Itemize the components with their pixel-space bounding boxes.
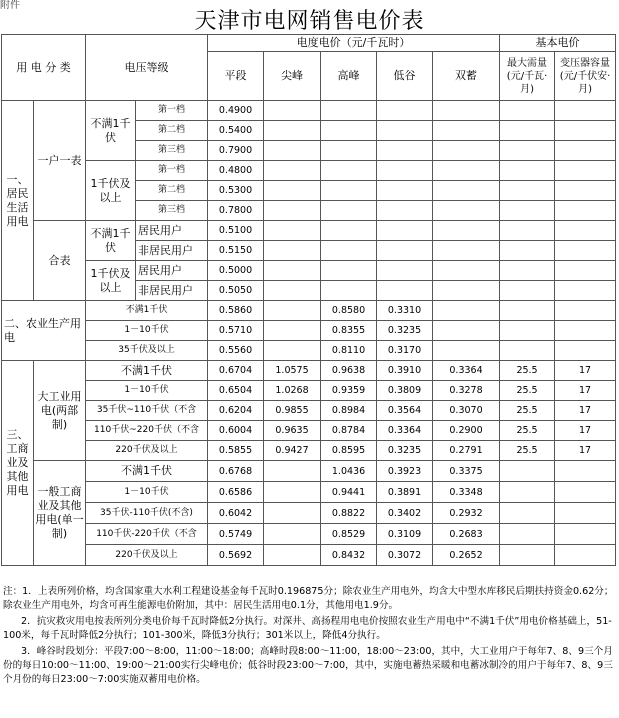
table-cell: 0.3310 bbox=[377, 301, 433, 321]
table-cell: 0.2900 bbox=[433, 421, 500, 441]
table-cell: 0.3072 bbox=[377, 545, 433, 566]
table-cell bbox=[433, 341, 500, 361]
table-cell: 0.9638 bbox=[321, 361, 377, 381]
header-energy-price: 电度电价（元/千瓦时） bbox=[208, 35, 500, 52]
table-cell: 0.5749 bbox=[208, 524, 264, 545]
tier-label: 第三档 bbox=[136, 141, 208, 161]
table-cell: 0.4800 bbox=[208, 161, 264, 181]
table-cell: 0.9427 bbox=[264, 441, 321, 461]
table-cell: 0.9359 bbox=[321, 381, 377, 401]
tier-label: 第一档 bbox=[136, 161, 208, 181]
table-cell: 0.3070 bbox=[433, 401, 500, 421]
table-cell: 0.6004 bbox=[208, 421, 264, 441]
table-cell bbox=[264, 321, 321, 341]
table-cell: 0.5692 bbox=[208, 545, 264, 566]
note-3: 3．峰谷时段划分：平段7:00～8:00，11:00～18:00；高峰时段8:00～11:00，18:00～23:00，其中，大工业用户于每年7、8、9三个月份的每日10:00～11:00、19:00～21:00实行尖峰电价；低谷时段23:00～7:00，其中，实施电蓄热采暖和电蓄冰制冷的用户于每年7、8、9三个月份的每日23:00～7:00实施双蓄用电价格。 bbox=[3, 646, 613, 685]
table-cell: 25.5 bbox=[500, 401, 555, 421]
voltage-label: 不满1千伏 bbox=[86, 361, 208, 381]
table-cell: 0.8529 bbox=[321, 524, 377, 545]
header-voltage: 电压等级 bbox=[86, 35, 208, 101]
table-cell: 0.8355 bbox=[321, 321, 377, 341]
header-category: 用 电 分 类 bbox=[2, 35, 86, 101]
table-cell: 0.3364 bbox=[377, 421, 433, 441]
table-cell: 0.6504 bbox=[208, 381, 264, 401]
tier-label: 第二档 bbox=[136, 121, 208, 141]
table-cell: 0.3564 bbox=[377, 401, 433, 421]
corner-label: 附件 bbox=[0, 0, 20, 11]
table-cell: 0.7800 bbox=[208, 201, 264, 221]
table-cell: 0.5710 bbox=[208, 321, 264, 341]
table-cell: 0.5100 bbox=[208, 221, 264, 241]
table-cell: 0.2932 bbox=[433, 503, 500, 524]
table-cell bbox=[264, 503, 321, 524]
price-table bbox=[1, 34, 616, 566]
table-cell: 25.5 bbox=[500, 441, 555, 461]
voltage-label: 1－10千伏 bbox=[86, 321, 208, 341]
col-transformer: 变压器容量(元/千伏安·月) bbox=[555, 52, 616, 101]
table-cell bbox=[433, 321, 500, 341]
table-cell: 0.4900 bbox=[208, 101, 264, 121]
table-cell: 0.5000 bbox=[208, 261, 264, 281]
table-cell: 0.8784 bbox=[321, 421, 377, 441]
voltage-label: 35千伏及以上 bbox=[86, 341, 208, 361]
table-cell: 0.3170 bbox=[377, 341, 433, 361]
voltage-label: 1－10千伏 bbox=[86, 381, 208, 401]
col-valley: 低谷 bbox=[377, 52, 433, 101]
group-residential: 一、居民生活用电 bbox=[2, 101, 34, 301]
user-type: 非居民用户 bbox=[136, 241, 208, 261]
table-cell: 0.9441 bbox=[321, 482, 377, 503]
table-cell: 0.8110 bbox=[321, 341, 377, 361]
voltage-label: 110千伏~220千伏（不含 bbox=[86, 421, 208, 441]
table-cell bbox=[264, 524, 321, 545]
header-basic-price: 基本电价 bbox=[500, 35, 616, 52]
table-cell: 17 bbox=[555, 361, 616, 381]
table-cell: 1.0575 bbox=[264, 361, 321, 381]
user-type: 非居民用户 bbox=[136, 281, 208, 301]
table-cell bbox=[264, 341, 321, 361]
table-cell: 0.3375 bbox=[433, 461, 500, 482]
table-cell: 0.5300 bbox=[208, 181, 264, 201]
table-cell: 0.5860 bbox=[208, 301, 264, 321]
group-industrial: 三、工商业及其他用电 bbox=[2, 361, 34, 566]
table-cell: 0.9855 bbox=[264, 401, 321, 421]
tier-label: 第二档 bbox=[136, 181, 208, 201]
col-flat: 平段 bbox=[208, 52, 264, 101]
tier-label: 第三档 bbox=[136, 201, 208, 221]
table-cell: 0.5400 bbox=[208, 121, 264, 141]
voltage-label: 110千伏-220千伏（不含 bbox=[86, 524, 208, 545]
table-cell: 17 bbox=[555, 421, 616, 441]
table-cell: 17 bbox=[555, 381, 616, 401]
table-cell bbox=[264, 482, 321, 503]
col-max-demand: 最大需量(元/千瓦·月) bbox=[500, 52, 555, 101]
table-cell bbox=[264, 301, 321, 321]
table-cell: 0.6204 bbox=[208, 401, 264, 421]
group-agriculture: 二、农业生产用电 bbox=[2, 301, 86, 361]
table-cell: 25.5 bbox=[500, 361, 555, 381]
table-cell: 25.5 bbox=[500, 421, 555, 441]
table-cell bbox=[264, 545, 321, 566]
table-cell: 0.8432 bbox=[321, 545, 377, 566]
table-cell bbox=[433, 301, 500, 321]
table-cell: 0.3348 bbox=[433, 482, 500, 503]
table-cell: 0.3910 bbox=[377, 361, 433, 381]
table-cell: 0.7900 bbox=[208, 141, 264, 161]
table-cell: 0.5560 bbox=[208, 341, 264, 361]
voltage-label: 1－10千伏 bbox=[86, 482, 208, 503]
table-cell: 0.6704 bbox=[208, 361, 264, 381]
voltage-label: 不满1千伏 bbox=[86, 461, 208, 482]
table-cell: 0.3364 bbox=[433, 361, 500, 381]
note-1: 注：1．上表所列价格，均含国家重大水利工程建设基金每千瓦时0.196875分；除农业生产用电外，均含大中型水库移民后期扶持资金0.62分；除农业生产用电外，均含可再生能源电价附加，其中：居民生活用电0.1分，其他用电1.9分。 bbox=[3, 586, 614, 611]
table-cell bbox=[264, 461, 321, 482]
table-cell: 0.3923 bbox=[377, 461, 433, 482]
table-cell: 0.5855 bbox=[208, 441, 264, 461]
voltage-label: 35千伏-110千伏(不含) bbox=[86, 503, 208, 524]
voltage-label: 220千伏及以上 bbox=[86, 441, 208, 461]
table-cell: 0.6042 bbox=[208, 503, 264, 524]
table-cell: 0.8580 bbox=[321, 301, 377, 321]
group-large-industrial: 大工业用电(两部制) bbox=[34, 361, 86, 461]
table-cell: 0.3109 bbox=[377, 524, 433, 545]
tier-label: 第一档 bbox=[136, 101, 208, 121]
voltage-over-1kv: 1千伏及以上 bbox=[86, 161, 136, 221]
table-cell: 0.2683 bbox=[433, 524, 500, 545]
group-one-meter: 一户一表 bbox=[34, 101, 86, 221]
table-cell: 0.3235 bbox=[377, 321, 433, 341]
table-cell: 0.8822 bbox=[321, 503, 377, 524]
table-cell: 0.3278 bbox=[433, 381, 500, 401]
table-cell: 0.3809 bbox=[377, 381, 433, 401]
voltage-under-1kv: 不满1千伏 bbox=[86, 101, 136, 161]
table-cell: 17 bbox=[555, 401, 616, 421]
page-title: 天津市电网销售电价表 bbox=[194, 9, 425, 34]
table-cell: 0.3235 bbox=[377, 441, 433, 461]
user-type: 居民用户 bbox=[136, 221, 208, 241]
table-cell: 0.3891 bbox=[377, 482, 433, 503]
table-cell: 0.5050 bbox=[208, 281, 264, 301]
table-cell: 17 bbox=[555, 441, 616, 461]
note-2: 2．抗灾救灾用电按表所列分类电价每千瓦时降低2分执行。对深井、高扬程用电电价按照农业生产用电中“不满1千伏”用电价格基础上，51-100米，每千瓦时降低2分执行；101-300米，降低3分执行；301米以上，降低4分执行。 bbox=[3, 616, 612, 641]
notes-section bbox=[3, 585, 615, 689]
group-general-commercial: 一般工商业及其他用电(单一制) bbox=[34, 461, 86, 566]
table-cell: 0.2791 bbox=[433, 441, 500, 461]
col-peak: 高峰 bbox=[321, 52, 377, 101]
voltage-label: 不满1千伏 bbox=[86, 301, 208, 321]
table-cell: 0.5150 bbox=[208, 241, 264, 261]
group-combined: 合表 bbox=[34, 221, 86, 301]
table-cell: 0.2652 bbox=[433, 545, 500, 566]
voltage-over-1kv: 1千伏及以上 bbox=[86, 261, 136, 301]
voltage-label: 220千伏及以上 bbox=[86, 545, 208, 566]
table-cell: 0.8984 bbox=[321, 401, 377, 421]
table-cell: 0.6586 bbox=[208, 482, 264, 503]
voltage-label: 35千伏~110千伏（不含 bbox=[86, 401, 208, 421]
col-peak-sharp: 尖峰 bbox=[264, 52, 321, 101]
table-cell: 0.9635 bbox=[264, 421, 321, 441]
table-cell: 0.8595 bbox=[321, 441, 377, 461]
table-cell: 25.5 bbox=[500, 381, 555, 401]
table-cell: 1.0268 bbox=[264, 381, 321, 401]
table-cell: 1.0436 bbox=[321, 461, 377, 482]
table-cell: 0.3402 bbox=[377, 503, 433, 524]
table-cell: 0.6768 bbox=[208, 461, 264, 482]
user-type: 居民用户 bbox=[136, 261, 208, 281]
col-dual-storage: 双蓄 bbox=[433, 52, 500, 101]
voltage-under-1kv: 不满1千伏 bbox=[86, 221, 136, 261]
